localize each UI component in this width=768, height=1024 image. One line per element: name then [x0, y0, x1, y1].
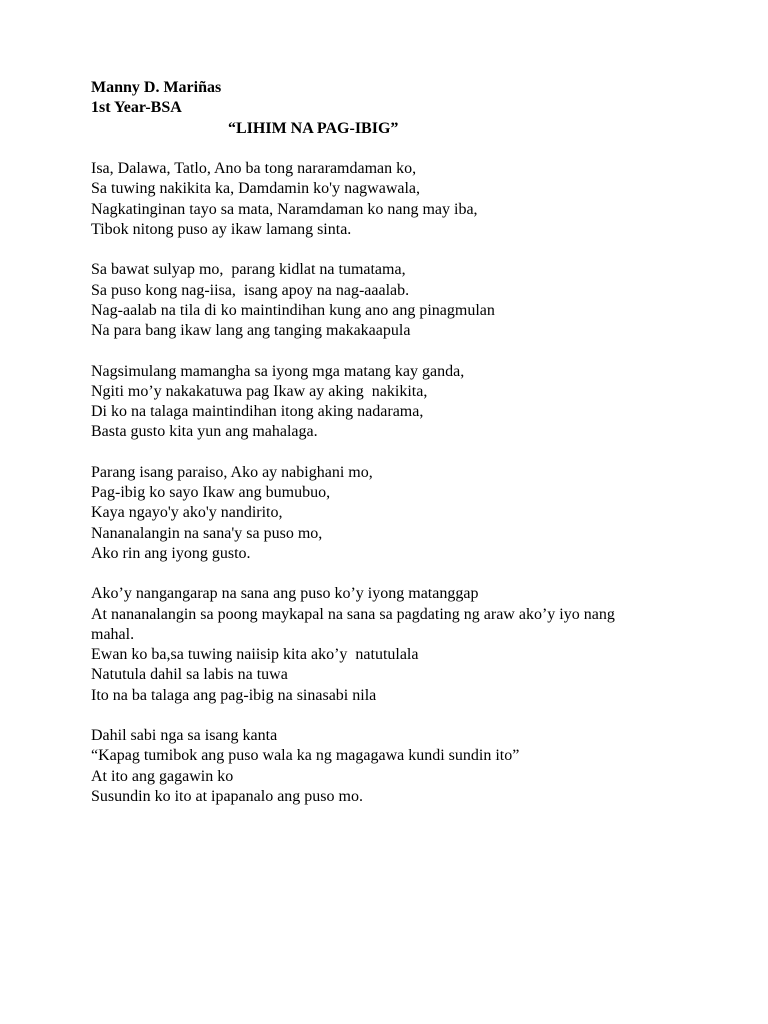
poem-line: Sa puso kong nag-iisa, isang apoy na nag-aaalab.	[91, 281, 410, 299]
poem-line: mahal.	[91, 625, 135, 643]
stanza-2	[91, 260, 768, 341]
stanza-3	[91, 362, 768, 443]
poem-title: “LIHIM NA PAG-IBIG”	[228, 119, 399, 137]
poem-line: Sa tuwing nakikita ka, Damdamin ko'y nagwawala,	[91, 180, 421, 198]
poem-line: Nagsimulang mamangha sa iyong mga matang kay ganda,	[91, 362, 465, 380]
stanza-1	[91, 159, 768, 240]
poem-line: Ito na ba talaga ang pag-ibig na sinasabi nila	[91, 686, 377, 704]
poem-line: At nananalangin sa poong maykapal na sana sa pagdating ng araw ako’y iyo nang	[91, 605, 615, 623]
author-name: Manny D. Mariñas	[91, 79, 222, 96]
poem-line: Dahil sabi nga sa isang kanta	[91, 727, 278, 744]
poem-line: Ako’y nangangarap na sana ang puso ko’y iyong matanggap	[91, 585, 479, 603]
poem-line: Parang isang paraiso, Ako ay nabighani mo,	[91, 463, 373, 481]
poem-line: Isa, Dalawa, Tatlo, Ano ba tong nararamdaman ko,	[91, 160, 417, 177]
poem-line: Nag-aalab na tila di ko maintindihan kung ano ang pinagmulan	[91, 301, 495, 319]
poem-line: Nananalangin na sana'y sa puso mo,	[91, 524, 323, 542]
poem-line: Basta gusto kita yun ang mahalaga.	[91, 423, 318, 441]
poem-line: Na para bang ikaw lang ang tanging makakaapula	[91, 322, 411, 339]
stanza-6	[91, 726, 768, 807]
poem-line: Nagkatinginan tayo sa mata, Naramdaman ko nang may iba,	[91, 200, 478, 218]
document-header	[91, 78, 768, 139]
poem-line: Ako rin ang iyong gusto.	[91, 544, 251, 562]
poem-line: “Kapag tumibok ang puso wala ka ng magagawa kundi sundin ito”	[91, 747, 520, 765]
poem-line: Kaya ngayo'y ako'y nandirito,	[91, 504, 283, 522]
poem-line: Pag-ibig ko sayo Ikaw ang bumubuo,	[91, 484, 331, 501]
poem-line: Susundin ko ito at ipapanalo ang puso mo.	[91, 787, 363, 805]
poem-line: Natutula dahil sa labis na tuwa	[91, 666, 288, 684]
stanza-4	[91, 463, 768, 564]
stanza-5	[91, 584, 768, 706]
poem-line: Sa bawat sulyap mo, parang kidlat na tumatama,	[91, 261, 406, 279]
poem-line: Ngiti mo’y nakakatuwa pag Ikaw ay aking nakikita,	[91, 382, 428, 400]
year-course: 1st Year-BSA	[91, 99, 182, 117]
poem-line: Ewan ko ba,sa tuwing naiisip kita ako’y natutulala	[91, 646, 419, 663]
poem-line: Di ko na talaga maintindihan itong aking nadarama,	[91, 403, 424, 420]
poem-line: Tibok nitong puso ay ikaw lamang sinta.	[91, 220, 352, 238]
poem-line: At ito ang gagawin ko	[91, 767, 234, 785]
